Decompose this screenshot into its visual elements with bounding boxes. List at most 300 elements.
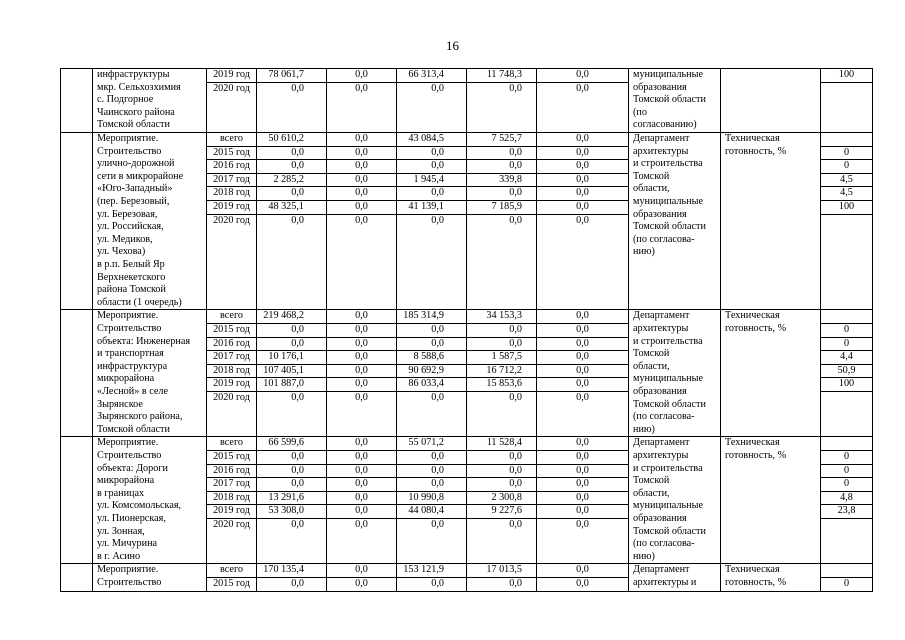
cell-num — [61, 437, 93, 564]
ev-line: микрорайона — [97, 373, 155, 385]
year-line: всего — [220, 564, 243, 576]
ev-line: в границах — [97, 487, 145, 499]
cell-v3 — [397, 69, 467, 133]
v3-line: 90 692,9 — [397, 364, 466, 378]
v3-line: 86 033,4 — [397, 377, 466, 391]
year-line: 2019 год — [207, 200, 256, 214]
cell-v4 — [467, 310, 537, 437]
cell-v5 — [537, 133, 629, 310]
exec-line: образования — [633, 385, 687, 397]
tv-line — [821, 133, 872, 146]
year-line: всего — [220, 437, 243, 449]
ev-line: «Лесной» в селе — [97, 385, 168, 397]
v1-line: 0,0 — [257, 450, 326, 464]
cell-year — [207, 133, 257, 310]
cell-v2 — [327, 69, 397, 133]
v1-line: 0,0 — [257, 577, 326, 591]
v4-line: 0,0 — [467, 477, 536, 491]
exec-line: Томской — [633, 475, 670, 487]
ev-line: Зырянского района, — [97, 411, 183, 423]
v5-line: 0,0 — [537, 82, 628, 96]
v2-line: 0,0 — [327, 146, 396, 160]
v3-line: 0,0 — [397, 577, 466, 591]
cell-ev — [93, 69, 207, 133]
cell-v4 — [467, 69, 537, 133]
v1-line: 0,0 — [257, 82, 326, 96]
v5-line: 0,0 — [537, 323, 628, 337]
year-line: 2016 год — [207, 159, 256, 173]
exec-line: (по — [633, 106, 647, 118]
v2-line: 0,0 — [327, 577, 396, 591]
year-line: всего — [220, 310, 243, 322]
v2-line: 0,0 — [327, 518, 396, 532]
exec-line: нию) — [633, 423, 655, 435]
v1-line: 66 599,6 — [268, 437, 304, 449]
v1-line: 101 887,0 — [257, 377, 326, 391]
cell-ind — [721, 437, 821, 564]
v3-line: 0,0 — [397, 477, 466, 491]
v4-line: 0,0 — [467, 214, 536, 228]
v3-line: 0,0 — [397, 159, 466, 173]
v1-line: 219 468,2 — [263, 310, 304, 322]
v5-line: 0,0 — [576, 564, 589, 576]
exec-line: (по согласова- — [633, 233, 695, 245]
v4-line: 0,0 — [467, 159, 536, 173]
ev-line: Строительство — [97, 449, 162, 461]
v4-line: 2 300,8 — [467, 491, 536, 505]
cell-v4 — [467, 133, 537, 310]
v4-line: 0,0 — [467, 146, 536, 160]
ev-line: Чаинского района — [97, 106, 175, 118]
year-line: 2016 год — [207, 464, 256, 478]
v1-line: 107 405,1 — [257, 364, 326, 378]
ind-line: Техническая — [725, 310, 780, 322]
exec-line: Томской — [633, 348, 670, 360]
year-line: 2015 год — [207, 577, 256, 591]
table-row — [61, 133, 873, 310]
ev-line: ул. Комсомольская, — [97, 500, 182, 512]
v2-line: 0,0 — [327, 159, 396, 173]
tv-line — [821, 518, 872, 532]
tv-line: 4,5 — [821, 173, 872, 187]
v3-line: 0,0 — [397, 391, 466, 405]
cell-year — [207, 310, 257, 437]
exec-line: архитектуры — [633, 145, 689, 157]
cell-ind — [721, 69, 821, 133]
cell-v3 — [397, 310, 467, 437]
tv-line: 4,8 — [821, 491, 872, 505]
ev-line: ул. Российская, — [97, 221, 164, 233]
cell-ind — [721, 564, 821, 591]
cell-ind — [721, 310, 821, 437]
v5-line: 0,0 — [537, 391, 628, 405]
cell-v5 — [537, 564, 629, 591]
v2-line: 0,0 — [327, 504, 396, 518]
ev-line: Мероприятие. — [97, 564, 159, 576]
ind-line: готовность, % — [725, 322, 787, 334]
v2-line: 0,0 — [327, 391, 396, 405]
exec-line: Департамент — [633, 437, 690, 449]
cell-ind — [721, 133, 821, 310]
ev-line: ул. Зонная, — [97, 525, 145, 537]
exec-line: Томской области — [633, 398, 706, 410]
v2-line: 0,0 — [327, 364, 396, 378]
v4-line: 15 853,6 — [467, 377, 536, 391]
v1-line: 0,0 — [257, 337, 326, 351]
v2-line: 0,0 — [355, 133, 368, 144]
year-line: 2015 год — [207, 450, 256, 464]
ev-line: Томской области — [97, 119, 170, 131]
v2-line: 0,0 — [327, 464, 396, 478]
v1-line: 10 176,1 — [257, 350, 326, 364]
exec-line: области, — [633, 360, 670, 372]
v3-line: 44 080,4 — [397, 504, 466, 518]
v3-line: 0,0 — [397, 186, 466, 200]
year-line: 2020 год — [207, 214, 256, 228]
tv-line: 0 — [821, 477, 872, 491]
v1-line: 0,0 — [257, 477, 326, 491]
ev-line: инфраструктуры — [97, 69, 170, 80]
cell-year — [207, 437, 257, 564]
v5-line: 0,0 — [537, 350, 628, 364]
exec-line: и строительства — [633, 158, 703, 170]
page-number: 16 — [446, 38, 459, 53]
year-line: 2015 год — [207, 323, 256, 337]
v2-line: 0,0 — [327, 477, 396, 491]
exec-line: Департамент — [633, 310, 690, 322]
tv-line: 100 — [838, 69, 855, 80]
v3-line: 0,0 — [397, 146, 466, 160]
v5-line: 0,0 — [537, 364, 628, 378]
ev-line: мкр. Сельхозхимия — [97, 81, 181, 93]
exec-line: Томской — [633, 170, 670, 182]
exec-line: архитектуры — [633, 322, 689, 334]
v1-line: 50 610,2 — [268, 133, 304, 144]
v5-line: 0,0 — [537, 159, 628, 173]
ev-line: сети в микрорайоне — [97, 170, 184, 182]
cell-ev — [93, 564, 207, 591]
tv-line — [821, 82, 872, 96]
exec-line: нию) — [633, 550, 655, 562]
v4-line: 0,0 — [467, 82, 536, 96]
ev-line: с. Подгорное — [97, 94, 154, 106]
v5-line: 0,0 — [537, 518, 628, 532]
cell-v5 — [537, 437, 629, 564]
ev-line: объекта: Инженерная — [97, 335, 191, 347]
table-body — [61, 69, 873, 592]
v1-line: 0,0 — [257, 391, 326, 405]
cell-ev — [93, 310, 207, 437]
ev-line: в г. Асино — [97, 550, 141, 562]
ev-line: Строительство — [97, 322, 162, 334]
exec-line: и строительства — [633, 335, 703, 347]
ev-line: Верхнекетского — [97, 271, 166, 283]
tv-line — [821, 564, 872, 577]
table-row — [61, 437, 873, 564]
v4-line: 0,0 — [467, 464, 536, 478]
v5-line: 0,0 — [537, 491, 628, 505]
cell-v1 — [257, 564, 327, 591]
ev-line: Строительство — [97, 576, 162, 588]
cell-v5 — [537, 69, 629, 133]
v4-line: 16 712,2 — [467, 364, 536, 378]
v1-line: 78 061,7 — [268, 69, 304, 80]
cell-v1 — [257, 69, 327, 133]
exec-line: (по согласова- — [633, 538, 695, 550]
tv-line: 4,4 — [821, 350, 872, 364]
v3-line: 10 990,8 — [397, 491, 466, 505]
cell-num — [61, 564, 93, 591]
v3-line: 0,0 — [397, 323, 466, 337]
cell-tv — [821, 564, 873, 591]
cell-exec — [629, 310, 721, 437]
year-line: 2020 год — [207, 391, 256, 405]
exec-line: архитектуры — [633, 449, 689, 461]
ind-line: Техническая — [725, 564, 780, 576]
cell-ev — [93, 133, 207, 310]
year-line: 2018 год — [207, 491, 256, 505]
ev-line: микрорайона — [97, 475, 155, 487]
v5-line: 0,0 — [537, 450, 628, 464]
v4-line: 7 525,7 — [491, 133, 522, 144]
ev-line: (пер. Березовый, — [97, 195, 170, 207]
v2-line: 0,0 — [327, 82, 396, 96]
cell-num — [61, 133, 93, 310]
year-line: 2020 год — [207, 518, 256, 532]
year-line: 2019 год — [207, 377, 256, 391]
v5-line: 0,0 — [537, 577, 628, 591]
cell-v4 — [467, 437, 537, 564]
exec-line: муниципальные — [633, 373, 703, 385]
ev-line: ул. Чехова) — [97, 246, 146, 258]
cell-tv — [821, 437, 873, 564]
ev-line: Мероприятие. — [97, 310, 159, 322]
v1-line: 0,0 — [257, 518, 326, 532]
v5-line: 0,0 — [576, 133, 589, 144]
table-row — [61, 310, 873, 437]
v2-line: 0,0 — [327, 323, 396, 337]
v3-line: 43 084,5 — [408, 133, 444, 144]
ev-line: Мероприятие. — [97, 133, 159, 144]
cell-v2 — [327, 437, 397, 564]
v4-line: 0,0 — [467, 391, 536, 405]
tv-line — [821, 310, 872, 323]
v1-line: 0,0 — [257, 159, 326, 173]
v5-line: 0,0 — [537, 200, 628, 214]
v3-line: 153 121,9 — [403, 564, 444, 576]
ev-line: ул. Пионерская, — [97, 512, 166, 524]
tv-line: 100 — [821, 200, 872, 214]
exec-line: образования — [633, 512, 687, 524]
v1-line: 0,0 — [257, 323, 326, 337]
v4-line: 34 153,3 — [486, 310, 522, 322]
tv-line: 0 — [821, 450, 872, 464]
v5-line: 0,0 — [576, 437, 589, 449]
v2-line: 0,0 — [355, 69, 368, 80]
cell-v1 — [257, 437, 327, 564]
v1-line: 0,0 — [257, 186, 326, 200]
cell-v2 — [327, 133, 397, 310]
v2-line: 0,0 — [355, 310, 368, 322]
exec-line: архитектуры и — [633, 576, 697, 588]
ind-line: готовность, % — [725, 449, 787, 461]
exec-line: Департамент — [633, 564, 690, 576]
v3-line: 41 139,1 — [397, 200, 466, 214]
v1-line: 170 135,4 — [263, 564, 304, 576]
program-table — [60, 68, 873, 592]
v2-line: 0,0 — [327, 377, 396, 391]
v5-line: 0,0 — [576, 69, 589, 80]
cell-v2 — [327, 310, 397, 437]
v4-line: 0,0 — [467, 518, 536, 532]
v3-line: 1 945,4 — [397, 173, 466, 187]
v3-line: 0,0 — [397, 464, 466, 478]
v3-line: 0,0 — [397, 337, 466, 351]
v5-line: 0,0 — [537, 186, 628, 200]
v3-line: 66 313,4 — [408, 69, 444, 80]
v3-line: 0,0 — [397, 518, 466, 532]
ev-line: Строительство — [97, 145, 162, 157]
cell-year — [207, 69, 257, 133]
v4-line: 0,0 — [467, 337, 536, 351]
exec-line: Департамент — [633, 133, 690, 144]
ev-line: «Юго-Западный» — [97, 183, 173, 195]
v2-line: 0,0 — [355, 564, 368, 576]
v4-line: 0,0 — [467, 450, 536, 464]
v2-line: 0,0 — [327, 186, 396, 200]
ev-line: района Томской — [97, 284, 166, 296]
v4-line: 9 227,6 — [467, 504, 536, 518]
exec-line: образования — [633, 81, 687, 93]
cell-v3 — [397, 437, 467, 564]
cell-v3 — [397, 133, 467, 310]
v5-line: 0,0 — [576, 310, 589, 322]
v3-line: 0,0 — [397, 82, 466, 96]
v3-line: 55 071,2 — [408, 437, 444, 449]
tv-line: 50,9 — [821, 364, 872, 378]
ev-line: объекта: Дороги — [97, 462, 168, 474]
cell-v1 — [257, 133, 327, 310]
v2-line: 0,0 — [355, 437, 368, 449]
tv-line — [821, 214, 872, 228]
v2-line: 0,0 — [327, 450, 396, 464]
exec-line: области, — [633, 487, 670, 499]
v1-line: 13 291,6 — [257, 491, 326, 505]
ev-line: области (1 очередь) — [97, 296, 182, 308]
cell-tv — [821, 133, 873, 310]
exec-line: муниципальные — [633, 69, 703, 80]
cell-tv — [821, 310, 873, 437]
exec-line: Томской области — [633, 525, 706, 537]
cell-exec — [629, 133, 721, 310]
v5-line: 0,0 — [537, 477, 628, 491]
v5-line: 0,0 — [537, 377, 628, 391]
tv-line — [821, 437, 872, 450]
ev-line: и транспортная — [97, 348, 164, 360]
v4-line: 1 587,5 — [467, 350, 536, 364]
cell-tv — [821, 69, 873, 133]
year-line: 2017 год — [207, 173, 256, 187]
v4-line: 17 013,5 — [486, 564, 522, 576]
tv-line: 23,8 — [821, 504, 872, 518]
tv-line: 4,5 — [821, 186, 872, 200]
v1-line: 0,0 — [257, 146, 326, 160]
cell-v5 — [537, 310, 629, 437]
v2-line: 0,0 — [327, 173, 396, 187]
v1-line: 0,0 — [257, 464, 326, 478]
exec-line: Томской области — [633, 94, 706, 106]
ev-line: ул. Мичурина — [97, 538, 158, 550]
year-line: 2018 год — [207, 364, 256, 378]
cell-exec — [629, 564, 721, 591]
exec-line: и строительства — [633, 462, 703, 474]
cell-v2 — [327, 564, 397, 591]
ev-line: улично-дорожной — [97, 158, 175, 170]
year-line: 2017 год — [207, 477, 256, 491]
v5-line: 0,0 — [537, 173, 628, 187]
tv-line: 100 — [821, 377, 872, 391]
v3-line: 8 588,6 — [397, 350, 466, 364]
exec-line: образования — [633, 208, 687, 220]
year-line: всего — [220, 133, 243, 144]
v2-line: 0,0 — [327, 214, 396, 228]
v4-line: 0,0 — [467, 186, 536, 200]
cell-ev — [93, 437, 207, 564]
v4-line: 7 185,9 — [467, 200, 536, 214]
year-line: 2019 год — [213, 69, 250, 80]
year-line: 2016 год — [207, 337, 256, 351]
v2-line: 0,0 — [327, 350, 396, 364]
cell-year — [207, 564, 257, 591]
year-line: 2020 год — [207, 82, 256, 96]
ev-line: ул. Березовая, — [97, 208, 158, 220]
v4-line: 0,0 — [467, 323, 536, 337]
cell-v4 — [467, 564, 537, 591]
v2-line: 0,0 — [327, 491, 396, 505]
exec-line: (по согласова- — [633, 411, 695, 423]
ev-line: инфраструктура — [97, 360, 168, 372]
tv-line: 0 — [821, 323, 872, 337]
tv-line: 0 — [821, 146, 872, 160]
v5-line: 0,0 — [537, 337, 628, 351]
ev-line: Мероприятие. — [97, 437, 159, 449]
exec-line: муниципальные — [633, 195, 703, 207]
ev-line: Зырянское — [97, 398, 143, 410]
year-line: 2015 год — [207, 146, 256, 160]
v5-line: 0,0 — [537, 146, 628, 160]
cell-exec — [629, 437, 721, 564]
ind-line: Техническая — [725, 437, 780, 449]
v1-line: 48 325,1 — [257, 200, 326, 214]
tv-line: 0 — [821, 464, 872, 478]
v1-line: 2 285,2 — [257, 173, 326, 187]
tv-line: 0 — [821, 337, 872, 351]
ev-line: Томской области — [97, 423, 170, 435]
v1-line: 0,0 — [257, 214, 326, 228]
cell-v3 — [397, 564, 467, 591]
v5-line: 0,0 — [537, 464, 628, 478]
year-line: 2017 год — [207, 350, 256, 364]
v5-line: 0,0 — [537, 504, 628, 518]
tv-line — [821, 391, 872, 405]
exec-line: Томской области — [633, 221, 706, 233]
v4-line: 11 748,3 — [486, 69, 522, 80]
ind-line: готовность, % — [725, 145, 787, 157]
v4-line: 339,8 — [467, 173, 536, 187]
ev-line: в р.п. Белый Яр — [97, 258, 165, 270]
tv-line: 0 — [821, 159, 872, 173]
v3-line: 185 314,9 — [403, 310, 444, 322]
